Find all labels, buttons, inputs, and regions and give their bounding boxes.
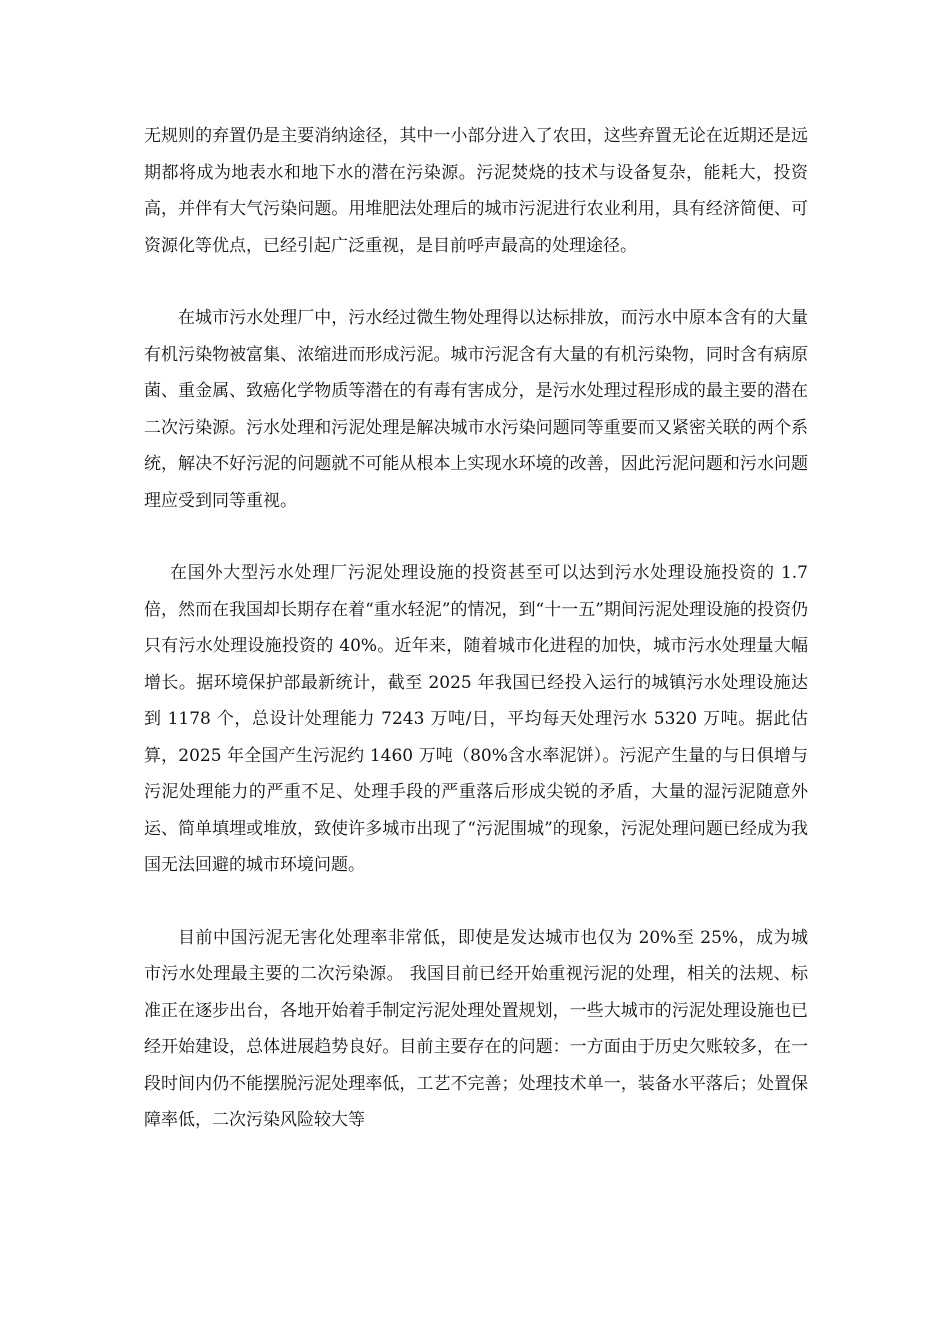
document-body <box>144 118 808 1139</box>
paragraph-3: 在国外大型污水处理厂污泥处理设施的投资甚至可以达到污水处理设施投资的 1.7 倍，然而在我国却长期存在着“重水轻泥”的情况，到“十一五”期间污泥处理设施的投资仍只有污水处理设施投资的 40%。近年来，随着城市化进程的加快，城市污水处理量大幅增长。据环境保护部最新统计，截至 2025 年我国已经投入运行的城镇污水处理设施达到 1178 个，总设计处理能力 7243 万吨/日，平均每天处理污水 5320 万吨。据此估算，2025 年全国产生污泥约 1460 万吨（80%含水率泥饼）。污泥产生量的与日俱增与污泥处理能力的严重不足、处理手段的严重落后形成尖锐的矛盾，大量的湿污泥随意外运、简单填埋或堆放，致使许多城市出现了“污泥围城”的现象，污泥处理问题已经成为我国无法回避的城市环境问题。 <box>144 563 808 875</box>
paragraph-2: 在城市污水处理厂中，污水经过微生物处理得以达标排放，而污水中原本含有的大量有机污染物被富集、浓缩进而形成污泥。城市污泥含有大量的有机污染物，同时含有病原菌、重金属、致癌化学物质等潜在的有毒有害成分，是污水处理过程形成的最主要的潜在二次污染源。污水处理和污泥处理是解决城市水污染问题同等重要而又紧密关联的两个系统，解决不好污泥的问题就不可能从根本上实现水环境的改善，因此污泥问题和污水问题理应受到同等重视。 <box>144 308 808 511</box>
paragraph-4: 目前中国污泥无害化处理率非常低，即使是发达城市也仅为 20%至 25%，成为城市污水处理最主要的二次污染源。 我国目前已经开始重视污泥的处理，相关的法规、标准正在逐步出台，各地开始着手制定污泥处理处置规划，一些大城市的污泥处理设施也已经开始建设，总体进展趋势良好。目前主要存在的问题：一方面由于历史欠账较多，在一段时间内仍不能摆脱污泥处理率低，工艺不完善；处理技术单一，装备水平落后；处置保障率低，二次污染风险较大等 <box>144 927 808 1130</box>
paragraph-1: 无规则的弃置仍是主要消纳途径，其中一小部分进入了农田，这些弃置无论在近期还是远期都将成为地表水和地下水的潜在污染源。污泥焚烧的技术与设备复杂，能耗大，投资高，并伴有大气污染问题。用堆肥法处理后的城市污泥进行农业利用，具有经济简便、可资源化等优点，已经引起广泛重视，是目前呼声最高的处理途径。 <box>144 126 808 256</box>
